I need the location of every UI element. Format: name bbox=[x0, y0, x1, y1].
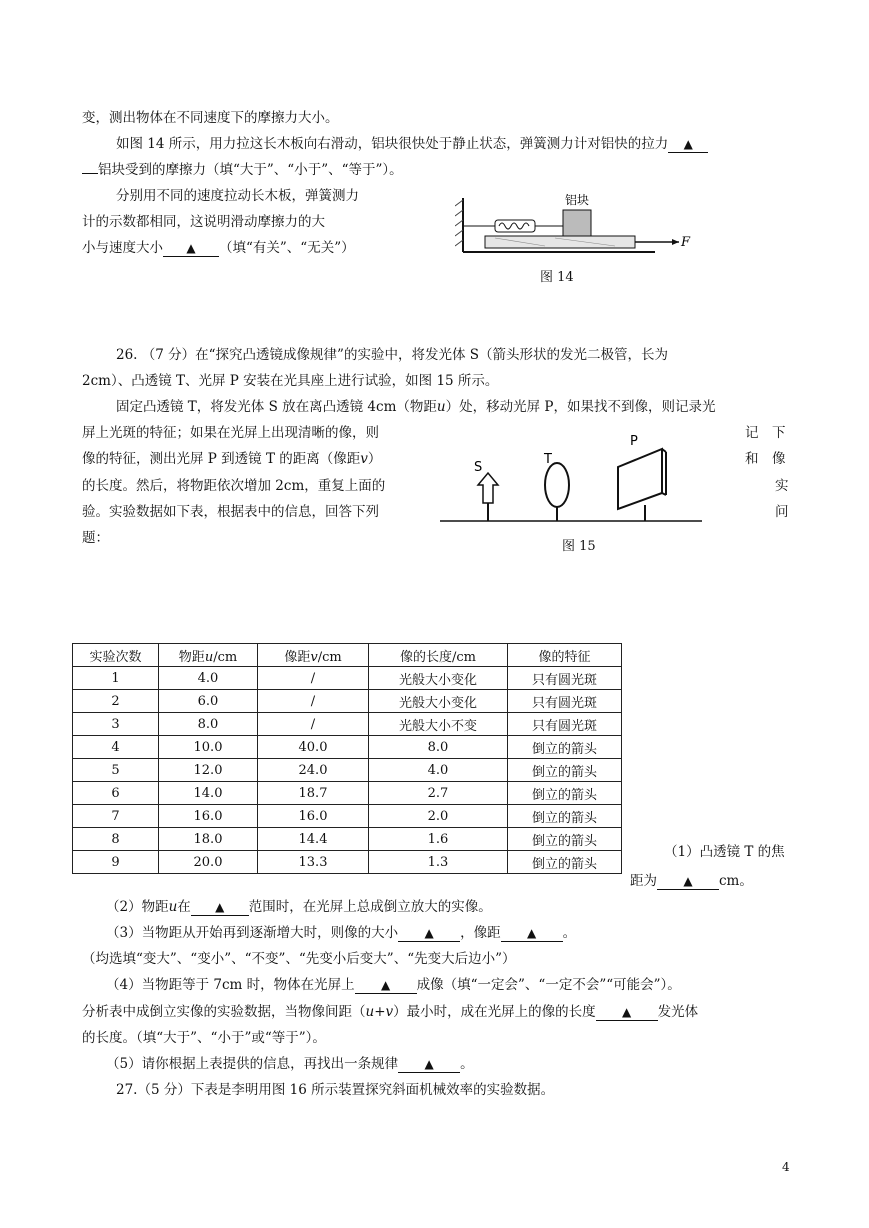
table-cell: 只有圆光斑 bbox=[508, 690, 622, 713]
table-cell: 18.7 bbox=[258, 782, 369, 805]
answer-blank[interactable]: ▲ bbox=[355, 977, 417, 994]
table-cell: 1.6 bbox=[369, 828, 508, 851]
table-cell: 光般大小变化 bbox=[369, 667, 508, 690]
text-line: 变，测出物体在不同速度下的摩擦力大小。 bbox=[82, 110, 339, 126]
answer-line: （3）当物距从开始再到逐渐增大时，则像的大小 ▲ ，像距 ▲ 。 bbox=[106, 925, 577, 941]
answer-line: 距为 ▲ cm。 bbox=[630, 873, 753, 889]
figure-14-diagram bbox=[455, 188, 695, 258]
question-26-line: 实 bbox=[775, 478, 789, 494]
table-cell: 2.7 bbox=[369, 782, 508, 805]
question-26-line: 的长度。然后，将物距依次增加 2cm，重复上面的 bbox=[82, 478, 386, 494]
table-cell: / bbox=[258, 667, 369, 690]
table-cell: 4.0 bbox=[369, 759, 508, 782]
table-row bbox=[73, 828, 622, 851]
table-row bbox=[73, 736, 622, 759]
answer-blank[interactable]: ▲ bbox=[163, 240, 219, 257]
table-cell: 倒立的箭头 bbox=[508, 736, 622, 759]
table-cell: / bbox=[258, 713, 369, 736]
table-row bbox=[73, 851, 622, 874]
question-26-line: 和 像 bbox=[745, 451, 786, 467]
question-26-line: 屏上光斑的特征；如果在光屏上出现清晰的像，则 bbox=[82, 425, 379, 441]
table-cell: 1 bbox=[73, 667, 159, 690]
answer-blank[interactable]: ▲ bbox=[657, 873, 719, 890]
table-cell: 24.0 bbox=[258, 759, 369, 782]
table-cell: 倒立的箭头 bbox=[508, 805, 622, 828]
table-cell: 4 bbox=[73, 736, 159, 759]
table-cell: 2 bbox=[73, 690, 159, 713]
table-row bbox=[73, 667, 622, 690]
table-header-cell: 像距v/cm bbox=[258, 644, 369, 667]
answer-line: （5）请你根据上表提供的信息，再找出一条规律 ▲ 。 bbox=[106, 1056, 474, 1072]
table-cell: / bbox=[258, 690, 369, 713]
table-header-cell: 像的长度/cm bbox=[369, 644, 508, 667]
text-line: 计的示数都相同，这说明滑动摩擦力的大 bbox=[82, 214, 325, 230]
figure-15-caption: 图 15 bbox=[562, 539, 596, 554]
table-cell: 8.0 bbox=[369, 736, 508, 759]
table-cell: 8 bbox=[73, 828, 159, 851]
table-cell: 18.0 bbox=[159, 828, 258, 851]
question-26-line: 固定凸透镜 T，将发光体 S 放在离凸透镜 4cm（物距u）处，移动光屏 P，如果找不到像，则记录光 bbox=[116, 399, 716, 415]
table-cell: 3 bbox=[73, 713, 159, 736]
table-cell: 8.0 bbox=[159, 713, 258, 736]
table-cell: 2.0 bbox=[369, 805, 508, 828]
table-cell: 16.0 bbox=[159, 805, 258, 828]
text-line: 小与速度大小 ▲ （填“有关”、“无关”） bbox=[82, 240, 355, 256]
experiment-data-table bbox=[72, 643, 622, 874]
table-cell: 5 bbox=[73, 759, 159, 782]
answer-line: （4）当物距等于 7cm 时，物体在光屏上 ▲ 成像（填“一定会”、“一定不会”“可能会”）。 bbox=[106, 977, 681, 993]
figure-15-s-label: S bbox=[474, 460, 483, 475]
question-26-line: 问 bbox=[775, 504, 789, 520]
table-cell: 只有圆光斑 bbox=[508, 667, 622, 690]
figure-14-caption: 图 14 bbox=[540, 270, 574, 285]
figure-15-diagram bbox=[440, 425, 710, 530]
table-row bbox=[73, 805, 622, 828]
figure-15-t-label: T bbox=[544, 452, 552, 467]
table-cell: 14.4 bbox=[258, 828, 369, 851]
table-row bbox=[73, 759, 622, 782]
question-26-line: 记 下 bbox=[745, 425, 786, 441]
table-row bbox=[73, 713, 622, 736]
answer-blank[interactable]: ▲ bbox=[398, 925, 460, 942]
answer-line: （1）凸透镜 T 的焦 bbox=[664, 844, 785, 860]
question-26-line: 2cm）、凸透镜 T、光屏 P 安装在光具座上进行试验，如图 15 所示。 bbox=[82, 373, 499, 389]
question-26-line: 像的特征，测出光屏 P 到透镜 T 的距离（像距v） bbox=[82, 451, 382, 467]
table-header-cell: 实验次数 bbox=[73, 644, 159, 667]
table-cell: 6 bbox=[73, 782, 159, 805]
table-cell: 光般大小变化 bbox=[369, 690, 508, 713]
table-cell: 12.0 bbox=[159, 759, 258, 782]
answer-blank[interactable]: ▲ bbox=[596, 1004, 658, 1021]
table-cell: 20.0 bbox=[159, 851, 258, 874]
table-cell: 9 bbox=[73, 851, 159, 874]
table-cell: 10.0 bbox=[159, 736, 258, 759]
table-cell: 倒立的箭头 bbox=[508, 851, 622, 874]
table-cell: 倒立的箭头 bbox=[508, 828, 622, 851]
table-cell: 7 bbox=[73, 805, 159, 828]
text-line: 铝块受到的摩擦力（填“大于”、“小于”、“等于”）。 bbox=[82, 160, 403, 180]
question-27-line: 27.（5 分）下表是李明用图 16 所示装置探究斜面机械效率的实验数据。 bbox=[116, 1082, 555, 1098]
answer-blank[interactable]: ▲ bbox=[668, 136, 708, 153]
text-line: 分别用不同的速度拉动长木板，弹簧测力 bbox=[116, 188, 359, 204]
figure-14-force-label: F bbox=[681, 235, 691, 250]
table-cell: 光般大小不变 bbox=[369, 713, 508, 736]
answer-blank[interactable]: ▲ bbox=[191, 899, 249, 916]
answer-line: （均选填“变大”、“变小”、“不变”、“先变小后变大”、“先变大后边小”） bbox=[82, 951, 516, 967]
table-cell: 只有圆光斑 bbox=[508, 713, 622, 736]
question-26-line: 验。实验数据如下表，根据表中的信息，回答下列 bbox=[82, 504, 379, 520]
table-cell: 16.0 bbox=[258, 805, 369, 828]
answer-line: （2）物距u在 ▲ 范围时，在光屏上总成倒立放大的实像。 bbox=[106, 899, 492, 915]
question-26-line: 26. （7 分）在“探究凸透镜成像规律”的实验中，将发光体 S（箭头形状的发光二极管，长为 bbox=[116, 347, 668, 363]
table-cell: 6.0 bbox=[159, 690, 258, 713]
answer-blank[interactable]: ▲ bbox=[501, 925, 563, 942]
table-cell: 倒立的箭头 bbox=[508, 782, 622, 805]
figure-15-p-label: P bbox=[630, 434, 638, 449]
table-cell: 14.0 bbox=[159, 782, 258, 805]
table-header-cell: 像的特征 bbox=[508, 644, 622, 667]
table-cell: 倒立的箭头 bbox=[508, 759, 622, 782]
answer-blank[interactable] bbox=[82, 173, 98, 174]
table-cell: 40.0 bbox=[258, 736, 369, 759]
figure-14-block-label: 铝块 bbox=[565, 193, 590, 207]
table-row bbox=[73, 782, 622, 805]
question-26-line: 题： bbox=[82, 530, 109, 546]
table-cell: 13.3 bbox=[258, 851, 369, 874]
table-cell: 4.0 bbox=[159, 667, 258, 690]
text-line: 如图 14 所示，用力拉这长木板向右滑动，铝块很快处于静止状态，弹簧测力计对铝快的拉力 ▲ bbox=[116, 134, 708, 154]
page-number: 4 bbox=[782, 1160, 790, 1174]
answer-blank[interactable]: ▲ bbox=[398, 1056, 460, 1073]
answer-line: 分析表中成倒立实像的实验数据，当物像间距（u+v）最小时，成在光屏上的像的长度 ▲ 发光体 bbox=[82, 1004, 699, 1020]
table-row bbox=[73, 690, 622, 713]
answer-line: 的长度。（填“大于”、“小于”或“等于”）。 bbox=[82, 1030, 326, 1046]
table-header-cell: 物距u/cm bbox=[159, 644, 258, 667]
table-header-row bbox=[73, 644, 622, 667]
table-cell: 1.3 bbox=[369, 851, 508, 874]
